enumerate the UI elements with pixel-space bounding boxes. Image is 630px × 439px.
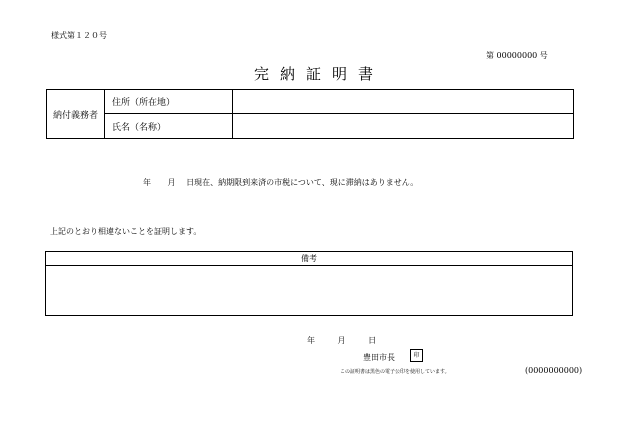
serial-number: (0000000000): [525, 366, 583, 375]
issue-day-label: 日: [368, 336, 377, 345]
form-number: 様式第１２０号: [51, 31, 107, 40]
issue-month-label: 月: [337, 336, 346, 345]
certification-statement: 上記のとおり相違ないことを証明します。: [50, 227, 202, 236]
address-value: [233, 90, 573, 114]
taxpayer-table: [46, 89, 574, 139]
issue-date: [307, 335, 396, 346]
remarks-box: [45, 251, 573, 316]
status-year-label: 年: [143, 178, 151, 187]
name-value: [233, 114, 573, 138]
issue-year-label: 年: [307, 336, 315, 345]
address-label: 住所（所在地）: [105, 90, 233, 114]
issuer-mayor: 豊田市長: [363, 353, 395, 362]
status-line: [143, 177, 418, 188]
remarks-label: 備考: [46, 252, 572, 266]
status-month-label: 月: [167, 178, 176, 187]
obligor-label: 納付義務者: [47, 90, 105, 138]
status-text: 日現在、納期限到来済の市税について、現に滞納はありません。: [186, 178, 419, 187]
name-label: 氏名（名称）: [105, 114, 233, 138]
page-title: 完納証明書: [254, 65, 385, 83]
seal-stamp: 印: [410, 349, 423, 362]
electronic-seal-note: この証明書は黒色の電子公印を使用しています。: [340, 369, 450, 375]
certificate-number: 第 00000000 号: [486, 51, 548, 60]
